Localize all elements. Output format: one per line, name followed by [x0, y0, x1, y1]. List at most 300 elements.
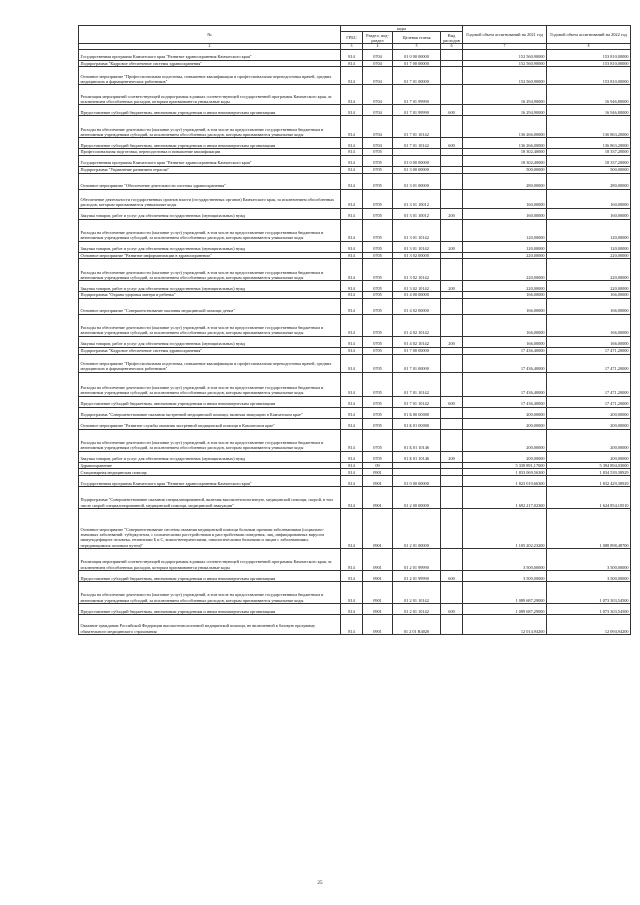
row-grbs: 814: [341, 429, 363, 451]
header-codes-group: коды: [341, 26, 463, 32]
row-sum-2022: 153 810,00000: [547, 49, 631, 60]
table-row: [79, 469, 631, 476]
row-name: Основное мероприятие "Профессиональная подготовка, повышение квалификации и профессиональная переподготовка врачей, средних медицинских и фармацевтических работников": [79, 354, 341, 372]
row-sum-2021: 500,00000: [463, 166, 547, 173]
row-tselevaya: 01 4 02 10142: [393, 336, 441, 347]
row-name: Закупка товаров, работ и услуг для обеспечения государственных (муниципальных) нужд: [79, 241, 341, 252]
row-razdel: 0901: [363, 469, 393, 476]
row-grbs: 814: [341, 548, 363, 570]
row-sum-2021: 1 692 217,02300: [463, 486, 547, 508]
header-vid: Вид расходов: [441, 32, 463, 44]
row-sum-2022: 153 810,00000: [547, 60, 631, 67]
table-row: [79, 138, 631, 149]
table-row: [79, 486, 631, 508]
row-grbs: 814: [341, 116, 363, 138]
table-row: [79, 429, 631, 451]
colnum-3: 3: [341, 44, 363, 50]
row-name: Расходы на обеспечение деятельности (оказание услуг) учреждений, в том числе на предоставление государственным бюджетным и автономным учреждениям субсидий, за исключением обособленных расходов, которым присваиваются уникальные коды: [79, 116, 341, 138]
row-tselevaya: 01 7 00 00000: [393, 347, 441, 354]
row-name: Здравоохранение: [79, 462, 341, 469]
row-razdel: 0705: [363, 149, 393, 156]
table-row: [79, 418, 631, 429]
row-sum-2022: 120,00000: [547, 219, 631, 241]
row-grbs: 814: [341, 138, 363, 149]
row-tselevaya: 01 7 01 00000: [393, 67, 441, 85]
row-sum-2021: 16 294,90000: [463, 105, 547, 116]
row-name: Основное мероприятие "Совершенствование системы оказания медицинской помощи больным прочими заболеваниями (социально-значимых заболеваний: туберкулезом, с психическими расстройствами и расстройствами поведения, лиц, инфицированных вирусом иммунодефицита человека, гепатитами Б и С, кожно-венерическими, онкологическими больными и лицам с заболеваниями, передающимися половым путем)": [79, 508, 341, 548]
row-razdel: 0705: [363, 451, 393, 462]
row-sum-2021: 166,00000: [463, 314, 547, 336]
row-tselevaya: 01 2 01 10142: [393, 603, 441, 614]
row-name: Предоставление субсидий бюджетным, автономным учреждениям и иным некоммерческим организациям: [79, 603, 341, 614]
row-sum-2022: 166,00000: [547, 336, 631, 347]
table-row: [79, 475, 631, 486]
row-vid: [441, 486, 463, 508]
row-vid: 200: [441, 281, 463, 292]
row-grbs: 814: [341, 603, 363, 614]
table-row: [79, 614, 631, 634]
row-grbs: 814: [341, 149, 363, 156]
row-razdel: 0901: [363, 475, 393, 486]
row-sum-2022: 1 073 303,54500: [547, 603, 631, 614]
row-sum-2021: 152 560,90000: [463, 60, 547, 67]
row-razdel: 0705: [363, 298, 393, 314]
row-sum-2021: 17 436,40000: [463, 396, 547, 407]
row-sum-2022: 160,00000: [547, 208, 631, 219]
table-row: [79, 462, 631, 469]
row-sum-2021: 280,00000: [463, 173, 547, 189]
row-sum-2022: 16 946,80000: [547, 85, 631, 105]
row-sum-2022: 1 624 854,10510: [547, 486, 631, 508]
row-grbs: 814: [341, 475, 363, 486]
row-sum-2021: 18 302,40000: [463, 155, 547, 166]
row-razdel: 0705: [363, 259, 393, 281]
row-tselevaya: 01 7 01 10142: [393, 116, 441, 138]
row-sum-2021: 200,00000: [463, 407, 547, 418]
row-vid: [441, 219, 463, 241]
row-tselevaya: 01 2 01 00000: [393, 508, 441, 548]
row-grbs: 814: [341, 259, 363, 281]
colnum-5: 5: [393, 44, 441, 50]
row-sum-2021: 1 823 019,66300: [463, 475, 547, 486]
row-tselevaya: 01 Б 01 10146: [393, 451, 441, 462]
row-razdel: 0704: [363, 105, 393, 116]
row-sum-2021: 166,00000: [463, 292, 547, 299]
row-vid: [441, 354, 463, 372]
row-name: Расходы на обеспечение деятельности (оказание услуг) учреждений, в том числе на предоставление государственным бюджетным и автономным учреждениям субсидий, за исключением обособленных расходов, которым присваиваются уникальные коды: [79, 259, 341, 281]
row-vid: [441, 85, 463, 105]
row-tselevaya: 01 Б 00 00000: [393, 407, 441, 418]
row-sum-2021: 17 436,40000: [463, 372, 547, 396]
row-sum-2022: 5 394 894,03000: [547, 462, 631, 469]
row-name: Реализация мероприятий соответствующей подпрограммы в рамках соответствующей государственной программы Камчатского края, за исключением обособленных расходов, которым присваиваются уникальные коды: [79, 548, 341, 570]
row-razdel: 0705: [363, 189, 393, 208]
row-razdel: 0901: [363, 548, 393, 570]
row-tselevaya: 01 3 01 10012: [393, 189, 441, 208]
row-razdel: 0705: [363, 336, 393, 347]
row-sum-2021: 220,00000: [463, 259, 547, 281]
table-row: [79, 259, 631, 281]
row-tselevaya: 01 4 02 10142: [393, 314, 441, 336]
row-sum-2022: 200,00000: [547, 418, 631, 429]
row-razdel: 0705: [363, 241, 393, 252]
row-sum-2022: 120,00000: [547, 241, 631, 252]
row-name: Государственная программа Камчатского края "Развитие здравоохранения Камчатского края": [79, 155, 341, 166]
row-sum-2021: 1 089 687,29000: [463, 581, 547, 603]
row-vid: [441, 173, 463, 189]
row-vid: [441, 508, 463, 548]
header-sum-2021: Годовой объем ассигнований на 2021 год: [463, 26, 547, 44]
row-sum-2021: 120,00000: [463, 241, 547, 252]
row-sum-2021: 16 294,90000: [463, 85, 547, 105]
row-sum-2021: 166,00000: [463, 298, 547, 314]
row-tselevaya: 01 7 01 10142: [393, 372, 441, 396]
table-row: [79, 292, 631, 299]
table-row: [79, 189, 631, 208]
row-razdel: 0705: [363, 155, 393, 166]
row-sum-2022: 500,00000: [547, 166, 631, 173]
row-grbs: 814: [341, 418, 363, 429]
row-vid: [441, 149, 463, 156]
colnum-4: 4: [363, 44, 393, 50]
table-row: [79, 166, 631, 173]
row-tselevaya: 01 3 02 10142: [393, 281, 441, 292]
row-razdel: 09: [363, 462, 393, 469]
row-sum-2022: 166,00000: [547, 314, 631, 336]
row-sum-2022: 1 088 898,48700: [547, 508, 631, 548]
row-sum-2021: 3 500,00000: [463, 570, 547, 581]
row-sum-2022: 136 863,20000: [547, 116, 631, 138]
row-vid: [441, 347, 463, 354]
row-vid: [441, 60, 463, 67]
row-grbs: 814: [341, 67, 363, 85]
row-vid: [441, 314, 463, 336]
row-vid: [441, 462, 463, 469]
row-razdel: 0704: [363, 60, 393, 67]
row-grbs: 814: [341, 60, 363, 67]
table-row: [79, 49, 631, 60]
row-tselevaya: 01 7 01 99990: [393, 105, 441, 116]
row-razdel: 0705: [363, 208, 393, 219]
row-tselevaya: 01 3 00 00000: [393, 166, 441, 173]
row-vid: [441, 116, 463, 138]
table-row: [79, 548, 631, 570]
row-name: Расходы на обеспечение деятельности (оказание услуг) учреждений, в том числе на предоставление государственным бюджетным и автономным учреждениям субсидий, за исключением обособленных расходов, которым присваиваются уникальные коды: [79, 314, 341, 336]
row-tselevaya: 01 2 01 99990: [393, 570, 441, 581]
row-sum-2021: 200,00000: [463, 418, 547, 429]
row-razdel: 0901: [363, 570, 393, 581]
table-row: [79, 155, 631, 166]
row-name: Предоставление субсидий бюджетным, автономным учреждениям и иным некоммерческим организациям: [79, 396, 341, 407]
row-name: Государственная программа Камчатского края "Развитие здравоохранения Камчатского края": [79, 475, 341, 486]
row-grbs: 814: [341, 105, 363, 116]
table-row: [79, 219, 631, 241]
row-name: Расходы на обеспечение деятельности (оказание услуг) учреждений, в том числе на предоставление государственным бюджетным и автономным учреждениям субсидий, за исключением обособленных расходов, которым присваиваются уникальные коды: [79, 581, 341, 603]
row-name: Реализация мероприятий соответствующей подпрограммы в рамках соответствующей государственной программы Камчатского края, за исключением обособленных расходов, которым присваиваются уникальные коды: [79, 85, 341, 105]
table-row: [79, 508, 631, 548]
row-vid: [441, 67, 463, 85]
row-grbs: 814: [341, 462, 363, 469]
row-sum-2021: 160,00000: [463, 208, 547, 219]
row-grbs: 814: [341, 173, 363, 189]
row-tselevaya: 01 3 02 10142: [393, 259, 441, 281]
row-sum-2021: 17 436,40000: [463, 347, 547, 354]
row-name: Обеспечение деятельности государственных органов власти (государственных органов) Камчатского края, за исключением обособленных расходов, которым присваиваются уникальные коды: [79, 189, 341, 208]
row-sum-2022: 166,00000: [547, 292, 631, 299]
row-tselevaya: [393, 462, 441, 469]
row-grbs: 814: [341, 189, 363, 208]
row-vid: [441, 475, 463, 486]
row-sum-2021: 1 089 687,29000: [463, 603, 547, 614]
table-row: [79, 298, 631, 314]
row-vid: 200: [441, 208, 463, 219]
row-name: Подпрограмма "Охрана здоровья матери и ребенка": [79, 292, 341, 299]
row-sum-2021: 200,00000: [463, 429, 547, 451]
row-vid: [441, 429, 463, 451]
row-grbs: 814: [341, 166, 363, 173]
row-grbs: 814: [341, 298, 363, 314]
row-sum-2022: 16 946,80000: [547, 105, 631, 116]
table-row: [79, 451, 631, 462]
header-razdel: Раздел, под- раздел: [363, 32, 393, 44]
row-name: Оказание гражданам Российской Федерации высокотехнологичной медицинской помощи, не включенной в базовую программу обязательного медицинского страхования: [79, 614, 341, 634]
row-tselevaya: 01 4 02 00000: [393, 298, 441, 314]
row-sum-2021: 136 266,00000: [463, 138, 547, 149]
row-vid: [441, 259, 463, 281]
row-razdel: 0705: [363, 173, 393, 189]
row-razdel: 0901: [363, 614, 393, 634]
row-grbs: 814: [341, 372, 363, 396]
row-vid: [441, 252, 463, 259]
row-tselevaya: 01 2 01 10142: [393, 581, 441, 603]
budget-table: [78, 25, 631, 635]
row-tselevaya: 01 7 01 99990: [393, 85, 441, 105]
row-tselevaya: [393, 469, 441, 476]
row-razdel: 0705: [363, 354, 393, 372]
row-sum-2021: 166,00000: [463, 336, 547, 347]
row-sum-2021: 1 105 202,23200: [463, 508, 547, 548]
row-name: Расходы на обеспечение деятельности (оказание услуг) учреждений, в том числе на предоставление государственным бюджетным и автономным учреждениям субсидий, за исключением обособленных расходов, которым присваиваются уникальные коды: [79, 372, 341, 396]
row-sum-2021: 220,00000: [463, 281, 547, 292]
row-sum-2022: 160,00000: [547, 189, 631, 208]
row-grbs: 814: [341, 508, 363, 548]
row-name: Основное мероприятие "Развитие информатизации в здравоохранении": [79, 252, 341, 259]
row-grbs: 814: [341, 292, 363, 299]
row-razdel: 0704: [363, 85, 393, 105]
row-name: Профессиональная подготовка, переподготовка и повышение квалификации: [79, 149, 341, 156]
row-razdel: 0704: [363, 138, 393, 149]
row-name: Закупка товаров, работ и услуг для обеспечения государственных (муниципальных) нужд: [79, 336, 341, 347]
row-vid: 200: [441, 241, 463, 252]
row-vid: 600: [441, 570, 463, 581]
row-vid: [441, 469, 463, 476]
row-tselevaya: 01 7 01 10142: [393, 396, 441, 407]
row-grbs: 814: [341, 469, 363, 476]
row-name: Подпрограмма "Кадровое обеспечение системы здравоохранения": [79, 60, 341, 67]
row-tselevaya: 01 7 01 00000: [393, 354, 441, 372]
row-razdel: 0901: [363, 508, 393, 548]
row-tselevaya: 01 2 01 99990: [393, 548, 441, 570]
row-razdel: 0705: [363, 292, 393, 299]
row-razdel: 0705: [363, 347, 393, 354]
row-sum-2022: 17 471,20000: [547, 354, 631, 372]
row-name: Подпрограмма "Совершенствование оказания специализированной, включая высокотехнологичную, медицинской помощи, скорой, в том числе скорой специализированной, медицинской помощи, медицинской эвакуации": [79, 486, 341, 508]
row-name: Подпрограмма "Управление развитием отрасли": [79, 166, 341, 173]
row-sum-2022: 1 073 303,54500: [547, 581, 631, 603]
row-vid: 600: [441, 138, 463, 149]
row-sum-2022: 166,00000: [547, 298, 631, 314]
row-razdel: 0705: [363, 166, 393, 173]
row-razdel: 0901: [363, 603, 393, 614]
row-grbs: 814: [341, 581, 363, 603]
row-vid: 600: [441, 603, 463, 614]
row-sum-2022: 220,00000: [547, 252, 631, 259]
row-tselevaya: 01 Б 01 10146: [393, 429, 441, 451]
page-number: 25: [317, 880, 323, 886]
row-vid: [441, 581, 463, 603]
table-row: [79, 281, 631, 292]
row-sum-2021: 120,00000: [463, 219, 547, 241]
header-grbs: ГРБС: [341, 32, 363, 44]
row-sum-2022: 200,00000: [547, 407, 631, 418]
row-sum-2022: 17 471,20000: [547, 347, 631, 354]
row-razdel: 0705: [363, 429, 393, 451]
row-sum-2022: 3 500,00000: [547, 570, 631, 581]
row-grbs: 814: [341, 336, 363, 347]
colnum-2: 2: [79, 44, 341, 50]
table-row: [79, 336, 631, 347]
row-grbs: 814: [341, 314, 363, 336]
row-vid: [441, 614, 463, 634]
row-razdel: 0901: [363, 486, 393, 508]
row-name: Закупка товаров, работ и услуг для обеспечения государственных (муниципальных) нужд: [79, 281, 341, 292]
row-name: Основное мероприятие "Обеспечение деятельности системы здравоохранения": [79, 173, 341, 189]
row-razdel: 0705: [363, 219, 393, 241]
row-vid: [441, 155, 463, 166]
table-row: [79, 407, 631, 418]
row-tselevaya: 01 2 01 R4020: [393, 614, 441, 634]
row-sum-2021: 160,00000: [463, 189, 547, 208]
row-tselevaya: 01 0 00 00000: [393, 155, 441, 166]
row-sum-2022: 136 863,20000: [547, 138, 631, 149]
row-razdel: 0705: [363, 281, 393, 292]
row-grbs: 814: [341, 396, 363, 407]
row-name: Расходы на обеспечение деятельности (оказание услуг) учреждений, в том числе на предоставление государственным бюджетным и автономным учреждениям субсидий, за исключением обособленных расходов, которым присваиваются уникальные коды: [79, 219, 341, 241]
row-sum-2022: 18 337,20000: [547, 155, 631, 166]
row-tselevaya: 01 3 01 10142: [393, 241, 441, 252]
row-grbs: 814: [341, 208, 363, 219]
row-razdel: 0705: [363, 407, 393, 418]
row-vid: [441, 49, 463, 60]
row-name: Предоставление субсидий бюджетным, автономным учреждениям и иным некоммерческим организациям: [79, 138, 341, 149]
row-vid: 200: [441, 451, 463, 462]
header-sum-2022: Годовой объем ассигнований на 2022 год: [547, 26, 631, 44]
row-name: Государственная программа Камчатского края "Развитие здравоохранения Камчатского края": [79, 49, 341, 60]
row-name: Основное мероприятие "Профессиональная подготовка, повышение квалификации и профессиональная переподготовка врачей, средних медицинских и фармацевтических работников": [79, 67, 341, 85]
row-sum-2021: 136 266,00000: [463, 116, 547, 138]
row-vid: [441, 548, 463, 570]
row-name: Подпрограмма "Совершенствование оказания экстренной медицинской помощи, включая эвакуацию в Камчатском крае": [79, 407, 341, 418]
row-vid: [441, 418, 463, 429]
row-grbs: 814: [341, 614, 363, 634]
row-name: Подпрограмма "Кадровое обеспечение системы здравоохранения": [79, 347, 341, 354]
table-row: [79, 603, 631, 614]
row-sum-2021: 220,00000: [463, 252, 547, 259]
row-sum-2022: 280,00000: [547, 173, 631, 189]
colnum-8: 8: [547, 44, 631, 50]
row-sum-2022: 1 834 539,38929: [547, 469, 631, 476]
row-tselevaya: 01 2 00 00000: [393, 486, 441, 508]
row-razdel: 0705: [363, 418, 393, 429]
row-sum-2022: 200,00000: [547, 451, 631, 462]
row-sum-2021: 1 833 069,56300: [463, 469, 547, 476]
row-sum-2021: 12 014,94200: [463, 614, 547, 634]
row-razdel: 0704: [363, 49, 393, 60]
row-grbs: 814: [341, 354, 363, 372]
row-tselevaya: 01 0 00 00000: [393, 475, 441, 486]
row-vid: [441, 189, 463, 208]
row-name: Основное мероприятие "Развитие службы оказания экстренной медицинской помощи в Камчатском крае": [79, 418, 341, 429]
row-sum-2021: 200,00000: [463, 451, 547, 462]
row-sum-2022: 17 471,20000: [547, 396, 631, 407]
row-name: Расходы на обеспечение деятельности (оказание услуг) учреждений, в том числе на предоставление государственным бюджетным и автономным учреждениям субсидий, за исключением обособленных расходов, которым присваиваются уникальные коды: [79, 429, 341, 451]
table-row: [79, 581, 631, 603]
row-sum-2022: 18 337,20000: [547, 149, 631, 156]
row-vid: 200: [441, 336, 463, 347]
row-razdel: 0704: [363, 116, 393, 138]
table-row: [79, 116, 631, 138]
row-tselevaya: 01 3 01 10142: [393, 219, 441, 241]
row-sum-2022: 153 810,00000: [547, 67, 631, 85]
row-grbs: 814: [341, 241, 363, 252]
row-name: Закупка товаров, работ и услуг для обеспечения государственных (муниципальных) нужд: [79, 208, 341, 219]
row-sum-2022: 220,00000: [547, 281, 631, 292]
table-row: [79, 208, 631, 219]
table-row: [79, 149, 631, 156]
row-name: Предоставление субсидий бюджетным, автономным учреждениям и иным некоммерческим организациям: [79, 570, 341, 581]
row-name: Основное мероприятие "Совершенствование оказания медицинской помощи детям": [79, 298, 341, 314]
row-grbs: 814: [341, 451, 363, 462]
table-row: [79, 173, 631, 189]
row-razdel: 0705: [363, 372, 393, 396]
table-row: [79, 105, 631, 116]
header-tselevaya: Целевая статья: [393, 32, 441, 44]
row-vid: [441, 292, 463, 299]
colnum-6: 6: [441, 44, 463, 50]
row-sum-2022: 3 500,00000: [547, 548, 631, 570]
row-vid: [441, 166, 463, 173]
row-sum-2021: 17 436,40000: [463, 354, 547, 372]
row-sum-2021: 152 560,90000: [463, 67, 547, 85]
row-grbs: 814: [341, 347, 363, 354]
row-razdel: 0705: [363, 396, 393, 407]
table-row: [79, 347, 631, 354]
row-sum-2022: 17 471,20000: [547, 372, 631, 396]
row-razdel: 0704: [363, 67, 393, 85]
row-tselevaya: 01 Б 01 00000: [393, 418, 441, 429]
table-row: [79, 252, 631, 259]
row-sum-2021: 152 560,90000: [463, 49, 547, 60]
row-vid: [441, 407, 463, 418]
row-sum-2021: 18 302,40000: [463, 149, 547, 156]
row-razdel: 0705: [363, 252, 393, 259]
row-tselevaya: 01 4 00 00000: [393, 292, 441, 299]
table-row: [79, 85, 631, 105]
table-row: [79, 314, 631, 336]
row-vid: [441, 298, 463, 314]
table-row: [79, 67, 631, 85]
row-tselevaya: 01 3 01 10012: [393, 208, 441, 219]
